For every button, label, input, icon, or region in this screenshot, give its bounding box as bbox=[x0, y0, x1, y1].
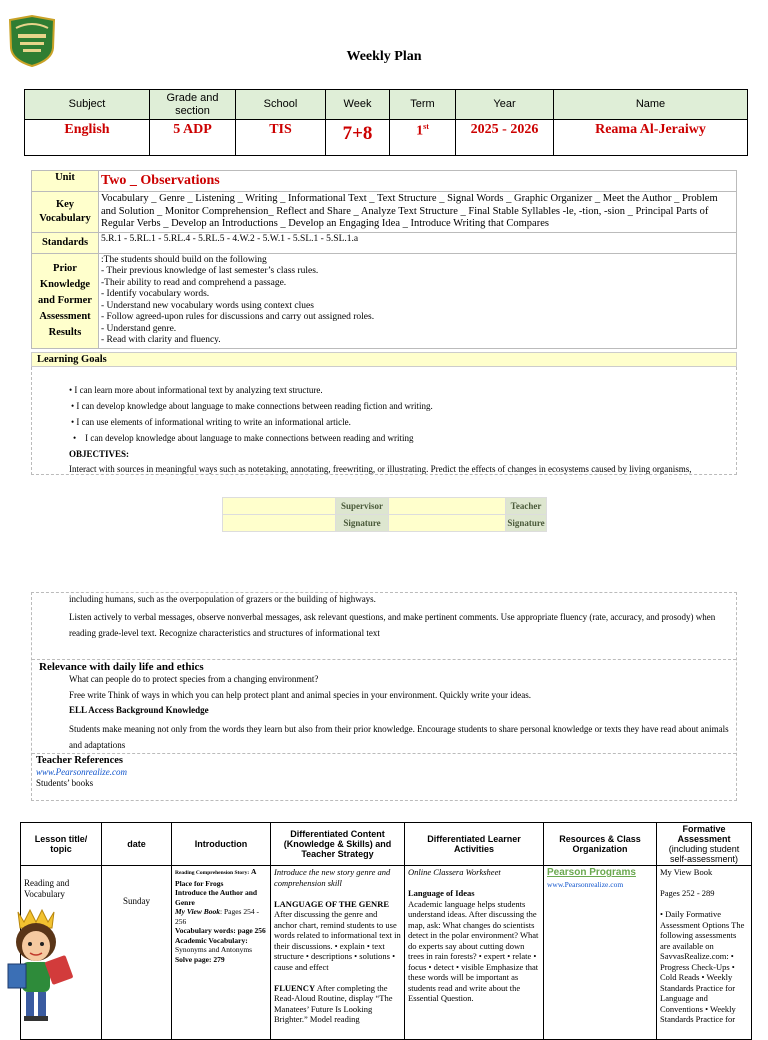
prior-item: - Identify vocabulary words. bbox=[101, 289, 210, 299]
prior-item: - Follow agreed-upon rules for discussions and carry out assigned roles. bbox=[101, 312, 375, 322]
table-row bbox=[21, 866, 752, 1040]
supervisor-sig-space bbox=[389, 498, 506, 515]
topic-cell: Reading and Vocabulary bbox=[21, 866, 102, 1040]
school-label: School bbox=[236, 90, 326, 120]
objectives-text: Interact with sources in meaningful ways such as notetaking, annotating, freewriting, or illustrating. Predict the effects of changes in ecosystems caused by living organisms, bbox=[69, 464, 692, 474]
relevance-task: Free write Think of ways in which you can help protect plant and animal species in your environment. Quickly write your ideas. bbox=[69, 690, 531, 700]
continuation-section bbox=[31, 592, 737, 801]
unit-label: Unit bbox=[32, 171, 99, 192]
divider bbox=[32, 753, 736, 754]
unit-value: Two _ Observations bbox=[99, 171, 737, 192]
prior-label: Prior Knowledge and Former Assessment Results bbox=[32, 253, 99, 348]
relevance-q: What can people do to protect species from a changing environment? bbox=[69, 674, 319, 684]
grade-value: 5 ADP bbox=[150, 120, 236, 156]
term-label: Term bbox=[390, 90, 456, 120]
goal-item: • I can use elements of informational writing to write an informational article. bbox=[71, 417, 351, 427]
date-cell: Sunday bbox=[102, 866, 172, 1040]
col-intro: Introduction bbox=[172, 823, 271, 866]
subject-label: Subject bbox=[25, 90, 150, 120]
col-topic: Lesson title/ topic bbox=[21, 823, 102, 866]
objectives-cont: including humans, such as the overpopulation of grazers or the building of highways. bbox=[69, 594, 376, 604]
prior-item: - Understand genre. bbox=[101, 323, 177, 334]
refs-heading: Teacher References bbox=[36, 755, 123, 766]
signature-table bbox=[222, 497, 547, 532]
resources-cell bbox=[544, 866, 657, 1040]
relevance-heading: Relevance with daily life and ethics bbox=[39, 661, 204, 673]
col-date: date bbox=[102, 823, 172, 866]
supervisor-signature-label: Signature bbox=[336, 515, 389, 532]
lesson-table bbox=[20, 822, 752, 1040]
vocab-value: Vocabulary _ Genre _ Listening _ Writing _ Informational Text _ Text Structure _ Signal Words _ Graphic Organizer _ Meet the Author _ Problem and Solution _ Monitor Comprehension_ Reflect and Share _ Analyze Text Structure _ Final Stable Syllables -le, -tion, -sion _ Principal Parts of Regular Verbs _ Develop an Introductions _ Develop an Engaging Idea _ Introduce Writing that Compares bbox=[99, 192, 737, 233]
week-value: 7+8 bbox=[326, 120, 390, 156]
intro-cell: Reading Comprehension Story: A Place for Frogs Introduce the Author and Genre My View Book: Pages 254 - 256 Vocabulary words: page 256 Academic Vocabulary: Synonyms and Antonyms Solve page: 279 bbox=[172, 866, 271, 1040]
content-cell: Introduce the new story genre and comprehension skill LANGUAGE OF THE GENRE After discussing the genre and anchor chart, remind students to use words related to informational text in their discussions. • explain • text structure • descriptions • solutions • cause and effect FLUENCY After completing the Read-Aloud Routine, display “The Manatees’ Future Is Looking Brighter.” Model reading bbox=[271, 866, 405, 1040]
supervisor-label: Supervisor bbox=[336, 498, 389, 515]
pearson-link[interactable]: www.Pearsonrealize.com bbox=[36, 767, 127, 777]
standards-label: Standards bbox=[32, 232, 99, 253]
name-value: Reama Al-Jeraiwy bbox=[554, 120, 748, 156]
objectives-label: OBJECTIVES: bbox=[69, 449, 130, 459]
prior-item: :The students should build on the following bbox=[101, 254, 267, 265]
sig-blank bbox=[223, 498, 336, 515]
learning-goals-heading: Learning Goals bbox=[31, 352, 737, 367]
term-value bbox=[390, 120, 456, 156]
prior-item: - Understand new vocabulary words using context clues bbox=[101, 300, 314, 311]
pearson-programs-link[interactable]: Pearson Programs bbox=[547, 867, 636, 878]
standards-value: 5.R.1 - 5.RL.1 - 5.RL.4 - 5.RL.5 - 4.W.2 - 5.W.1 - 5.SL.1 - 5.SL.1.a bbox=[99, 232, 737, 253]
formative-cell: My View Book Pages 252 - 289 • Daily Formative Assessment Options The following assessments are available on SavvasRealize.com: • Progress Check-Ups • Cold Reads • Weekly Standards Practice for Language and Conventions • Weekly Standards Practice for bbox=[657, 866, 752, 1040]
col-formative: Formative Assessment (including student self-assessment) bbox=[657, 823, 752, 866]
activities-cell: Online Classera Worksheet Language of Ideas Academic language helps students understand ideas. After discussing the map, ask: What changes do scientists detect in the polar environment? What do experts say about cutting down trees in rain forests? • expert • relate • focus • detect • visible Emphasize that these words will be important as students read and write about the Essential Question. bbox=[405, 866, 544, 1040]
objectives-cont-2: Listen actively to verbal messages, observe nonverbal messages, ask relevant questions, and make pertinent comments. Use appropriate fluency (rate, accuracy, and prosody) when reading grade-level text. Recognize characteristics and structures of informational text bbox=[69, 612, 716, 638]
pearson-realize-link[interactable]: www.Pearsonrealize.com bbox=[547, 879, 624, 889]
formative-sub: (including student self-assessment) bbox=[668, 844, 740, 864]
ell-heading: ELL Access Background Knowledge bbox=[69, 705, 209, 715]
col-resources: Resources & Class Organization bbox=[544, 823, 657, 866]
teacher-label: Teacher bbox=[506, 498, 547, 515]
school-value: TIS bbox=[236, 120, 326, 156]
term-suffix: st bbox=[423, 122, 429, 131]
goal-item: • I can develop knowledge about language to make connections between reading fiction and writing. bbox=[71, 401, 433, 411]
prior-item: - Their previous knowledge of last semester’s class rules. bbox=[101, 266, 319, 276]
header-table bbox=[24, 89, 748, 156]
ell-text: Students make meaning not only from the words they learn but also from their prior knowledge. Encourage students to share personal knowledge or texts they have read about animals and adaptations bbox=[69, 724, 729, 750]
col-activities: Differentiated Learner Activities bbox=[405, 823, 544, 866]
name-label: Name bbox=[554, 90, 748, 120]
year-value: 2025 - 2026 bbox=[456, 120, 554, 156]
year-label: Year bbox=[456, 90, 554, 120]
prior-item: -Their ability to read and comprehend a passage. bbox=[101, 277, 287, 288]
term-number: 1 bbox=[416, 123, 424, 139]
prior-item: - Read with clarity and fluency. bbox=[101, 335, 221, 345]
col-content: Differentiated Content (Knowledge & Skills) and Teacher Strategy bbox=[271, 823, 405, 866]
teacher-sig-space bbox=[389, 515, 506, 532]
divider bbox=[32, 659, 736, 660]
page-title: Weekly Plan bbox=[346, 49, 422, 64]
teacher-avatar-icon bbox=[4, 906, 88, 1024]
unit-table bbox=[31, 170, 737, 349]
subject-value: English bbox=[25, 120, 150, 156]
goal-item: • I can learn more about informational text by analyzing text structure. bbox=[69, 385, 323, 395]
goal-item: • I can develop knowledge about language to make connections between reading and writing bbox=[73, 433, 414, 443]
sig-blank bbox=[223, 515, 336, 532]
prior-list bbox=[99, 253, 737, 348]
students-books: Students’ books bbox=[36, 778, 94, 788]
learning-goals-body bbox=[31, 367, 737, 475]
grade-label: Grade and section bbox=[150, 90, 236, 120]
week-label: Week bbox=[326, 90, 390, 120]
vocab-label: Key Vocabulary bbox=[32, 192, 99, 233]
teacher-signature-label: Signature bbox=[506, 515, 547, 532]
